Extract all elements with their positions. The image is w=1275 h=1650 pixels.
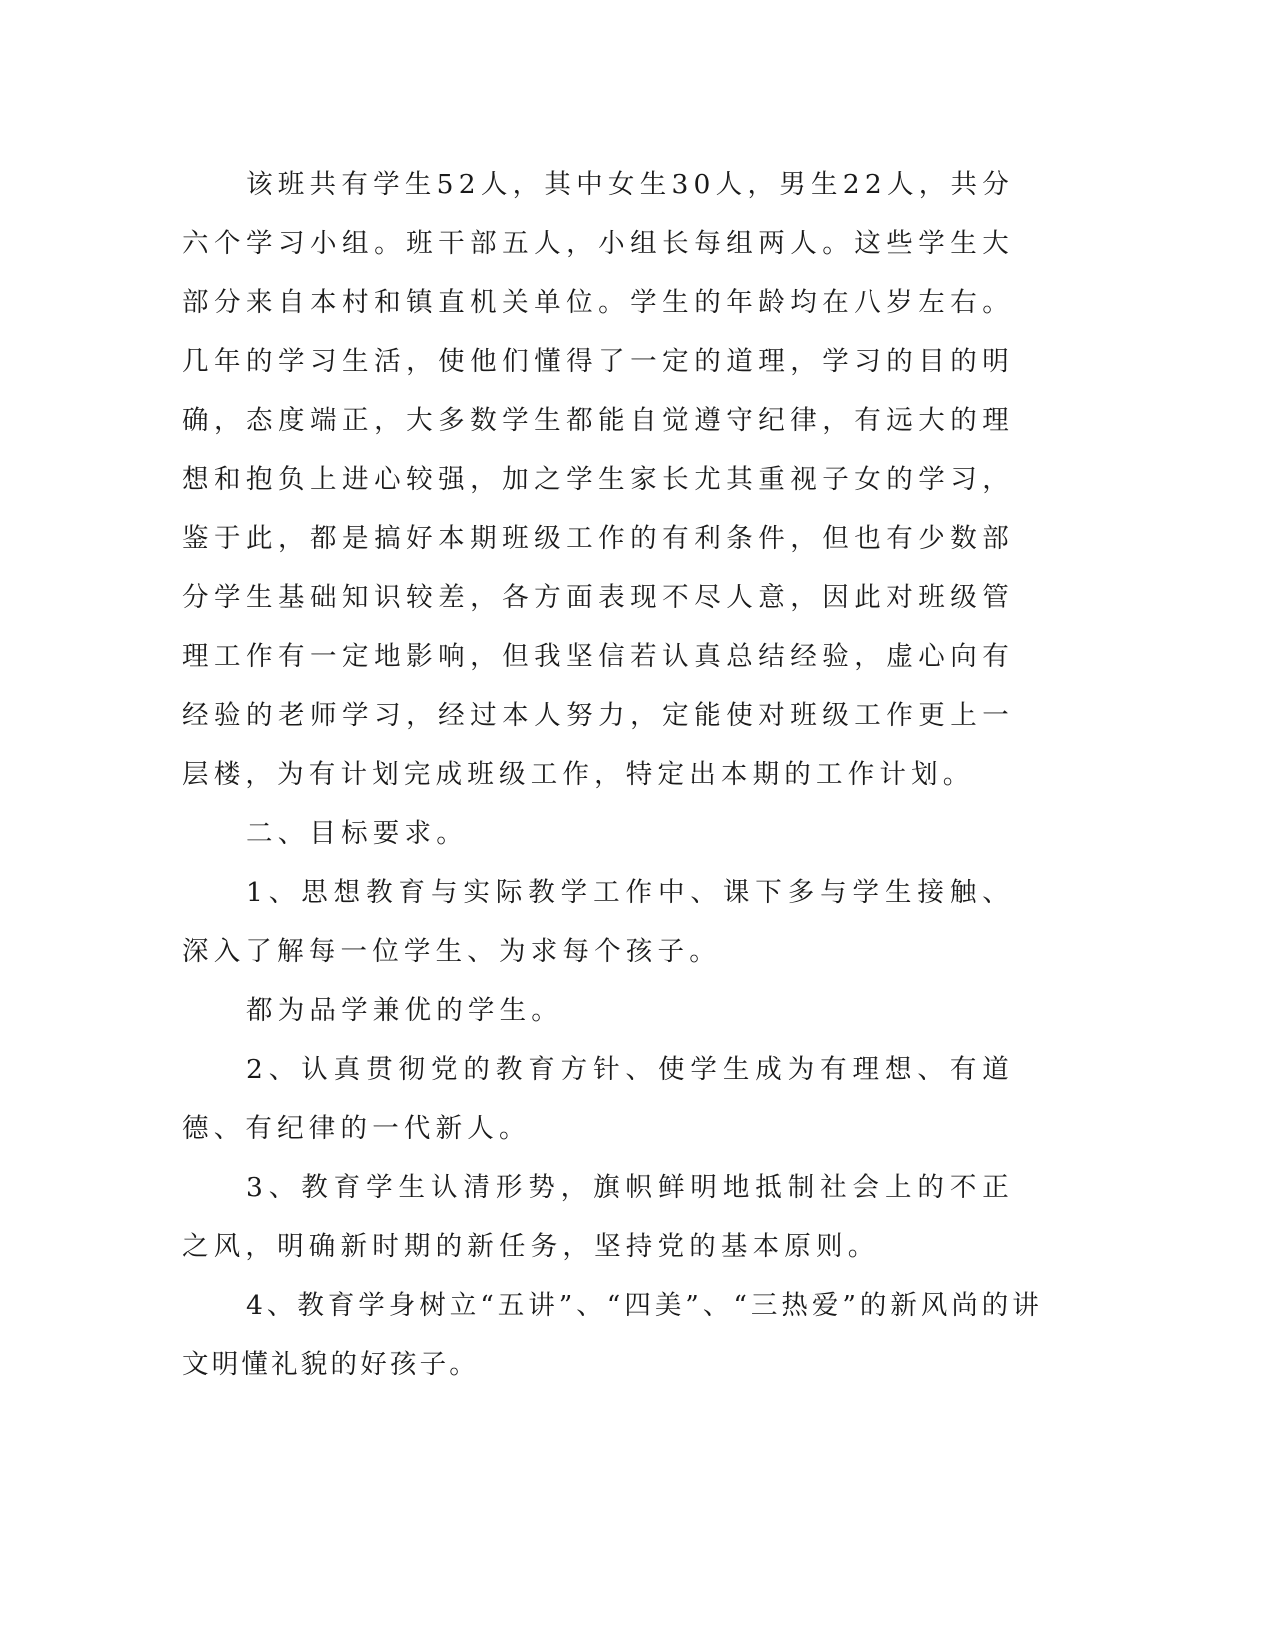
document-body: [182, 155, 1042, 1394]
paragraph-class-overview: 该班共有学生52人，其中女生30人，男生22人，共分六个学习小组。班干部五人，小组长每组两人。这些学生大部分来自本村和镇直机关单位。学生的年龄均在八岁左右。几年的学习生活，使他们懂得了一定的道理，学习的目的明确，态度端正，大多数学生都能自觉遵守纪律，有远大的理想和抱负上进心较强，加之学生家长尤其重视子女的学习，鉴于此，都是搞好本期班级工作的有利条件，但也有少数部分学生基础知识较差，各方面表现不尽人意，因此对班级管理工作有一定地影响，但我坚信若认真总结经验，虚心向有经验的老师学习，经过本人努力，定能使对班级工作更上一层楼，为有计划完成班级工作，特定出本期的工作计划。: [182, 169, 1014, 790]
paragraph-goal-1-continued: 都为品学兼优的学生。: [246, 995, 563, 1026]
paragraph-goal-1: 1、思想教育与实际教学工作中、课下多与学生接触、深入了解每一位学生、为求每个孩子。: [182, 877, 1014, 967]
paragraph-goal-2: 2、认真贯彻党的教育方针、使学生成为有理想、有道德、有纪律的一代新人。: [182, 1054, 1014, 1144]
paragraph-goal-3: 3、教育学生认清形势，旗帜鲜明地抵制社会上的不正之风，明确新时期的新任务，坚持党的基本原则。: [182, 1172, 1014, 1262]
heading-goals: 二、目标要求。: [246, 818, 468, 849]
paragraph-goal-4: 4、教育学身树立“五讲”、“四美”、“三热爱”的新风尚的讲文明懂礼貌的好孩子。: [182, 1290, 1042, 1380]
